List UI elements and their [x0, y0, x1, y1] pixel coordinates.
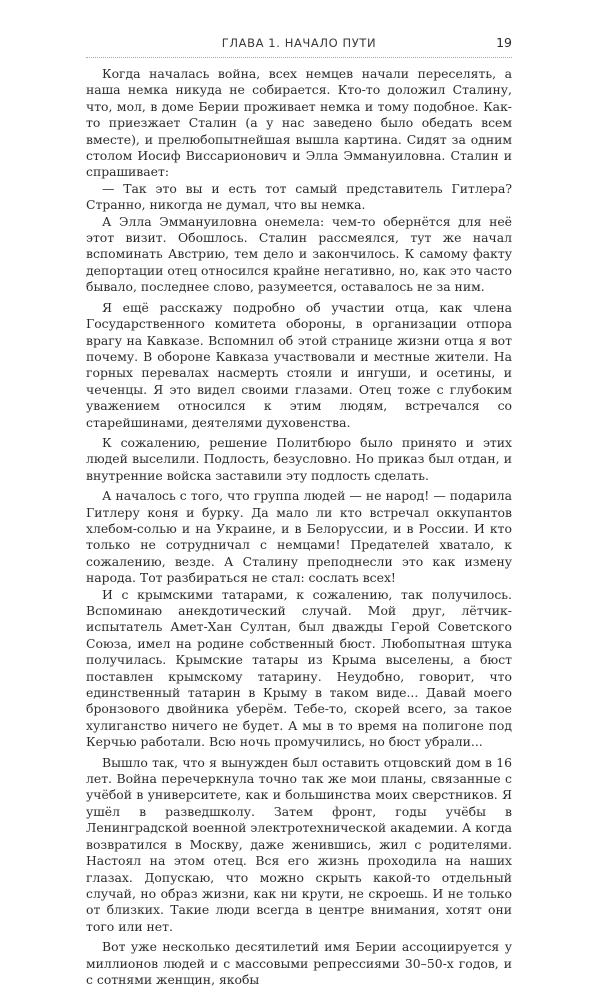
- paragraph: А началось с того, что группа людей — не народ! — подарила Гитлеру коня и бурку. Да мало ли кто встречал оккупантов хлебом-солью и на Украине, и в Белоруссии, и в России. И кто только не сотрудничал с немцами! Предателей хватало, к сожалению, везде. А Сталину преподнесли это как измену народа. Тот разбираться не стал: сослать всех!: [86, 488, 512, 586]
- paragraph: И с крымскими татарами, к сожалению, так получилось. Вспоминаю анекдотический случай. Мой друг, лётчик-испытатель Амет-Хан Султан, был дважды Герой Советского Союза, имел на родине собственный бюст. Любопытная штука получилась. Крымские татары из Крыма выселены, а бюст поставлен крымскому татарину. Неудобно, говорит, что единственный татарин в Крыму в таком виде... Давай моего бронзового двойника уберём. Тебе-то, скорей всего, за такое хулиганство ничего не будет. А мы в то время на полигоне под Керчью работали. Всю ночь промучились, но бюст убрали...: [86, 586, 512, 750]
- paragraph: А Элла Эммануиловна онемела: чем-то обернётся для неё этот визит. Обошлось. Сталин рассмеялся, тут же начал вспоминать Австрию, тем дело и закончилось. К самому факту депортации отец относился крайне негативно, но, как это часто бывало, последнее слово, разумеется, оставалось не за ним.: [86, 213, 512, 295]
- paragraph: Вот уже несколько десятилетий имя Берии ассоциируется у миллионов людей и с массовыми репрессиями 30–50-х годов, и с сотнями женщин, якобы: [86, 939, 512, 987]
- paragraph: Я ещё расскажу подробно об участии отца, как члена Государственного комитета обороны, в организации отпора врагу на Кавказе. Вспомнил об этой странице жизни отца я вот почему. В обороне Кавказа участвовали и местные жители. На горных перевалах насмерть стояли и ингуши, и осетины, и чеченцы. Я это видел своими глазами. Отец тоже с глубоким уважением относился к этим людям, встречался со старейшинами, деятелями духовенства.: [86, 299, 512, 430]
- body-text: [86, 66, 512, 988]
- paragraph: Когда началась война, всех немцев начали переселять, а наша немка никуда не собирается. Кто-то доложил Сталину, что, мол, в доме Берии проживает немка и тому подобное. Как-то приезжает Сталин (а у нас заведено было обедать всем вместе), и прелюбопытнейшая вышла картина. Сидят за одним столом Иосиф Виссарионович и Элла Эммануиловна. Сталин и спрашивает:: [86, 66, 512, 180]
- header-divider: [86, 57, 512, 58]
- paragraph: — Так это вы и есть тот самый представитель Гитлера? Странно, никогда не думал, что вы немка.: [86, 180, 512, 213]
- paragraph: К сожалению, решение Политбюро было принято и этих людей выселили. Подлость, безусловно. Но приказ был отдан, и внутренние войска заставили эту подлость сделать.: [86, 434, 512, 483]
- page-number: 19: [496, 35, 512, 50]
- chapter-title: ГЛАВА 1. НАЧАЛО ПУТИ: [221, 36, 377, 50]
- running-header: [86, 36, 512, 54]
- paragraph: Вышло так, что я вынужден был оставить отцовский дом в 16 лет. Война перечеркнула точно так же мои планы, связанные с учёбой в университете, как и большинства моих сверстников. Я ушёл в разведшколу. Затем фронт, годы учёбы в Ленинградской военной электротехнической академии. А когда возвратился в Москву, даже женившись, жил с родителями. Настоял на этом отец. Вся его жизнь проходила на наших глазах. Допускаю, что можно скрыть какой-то отдельный случай, но образ жизни, как ни крути, не скроешь. И не только от близких. Такие люди всегда в центре внимания, хотят они того или нет.: [86, 754, 512, 934]
